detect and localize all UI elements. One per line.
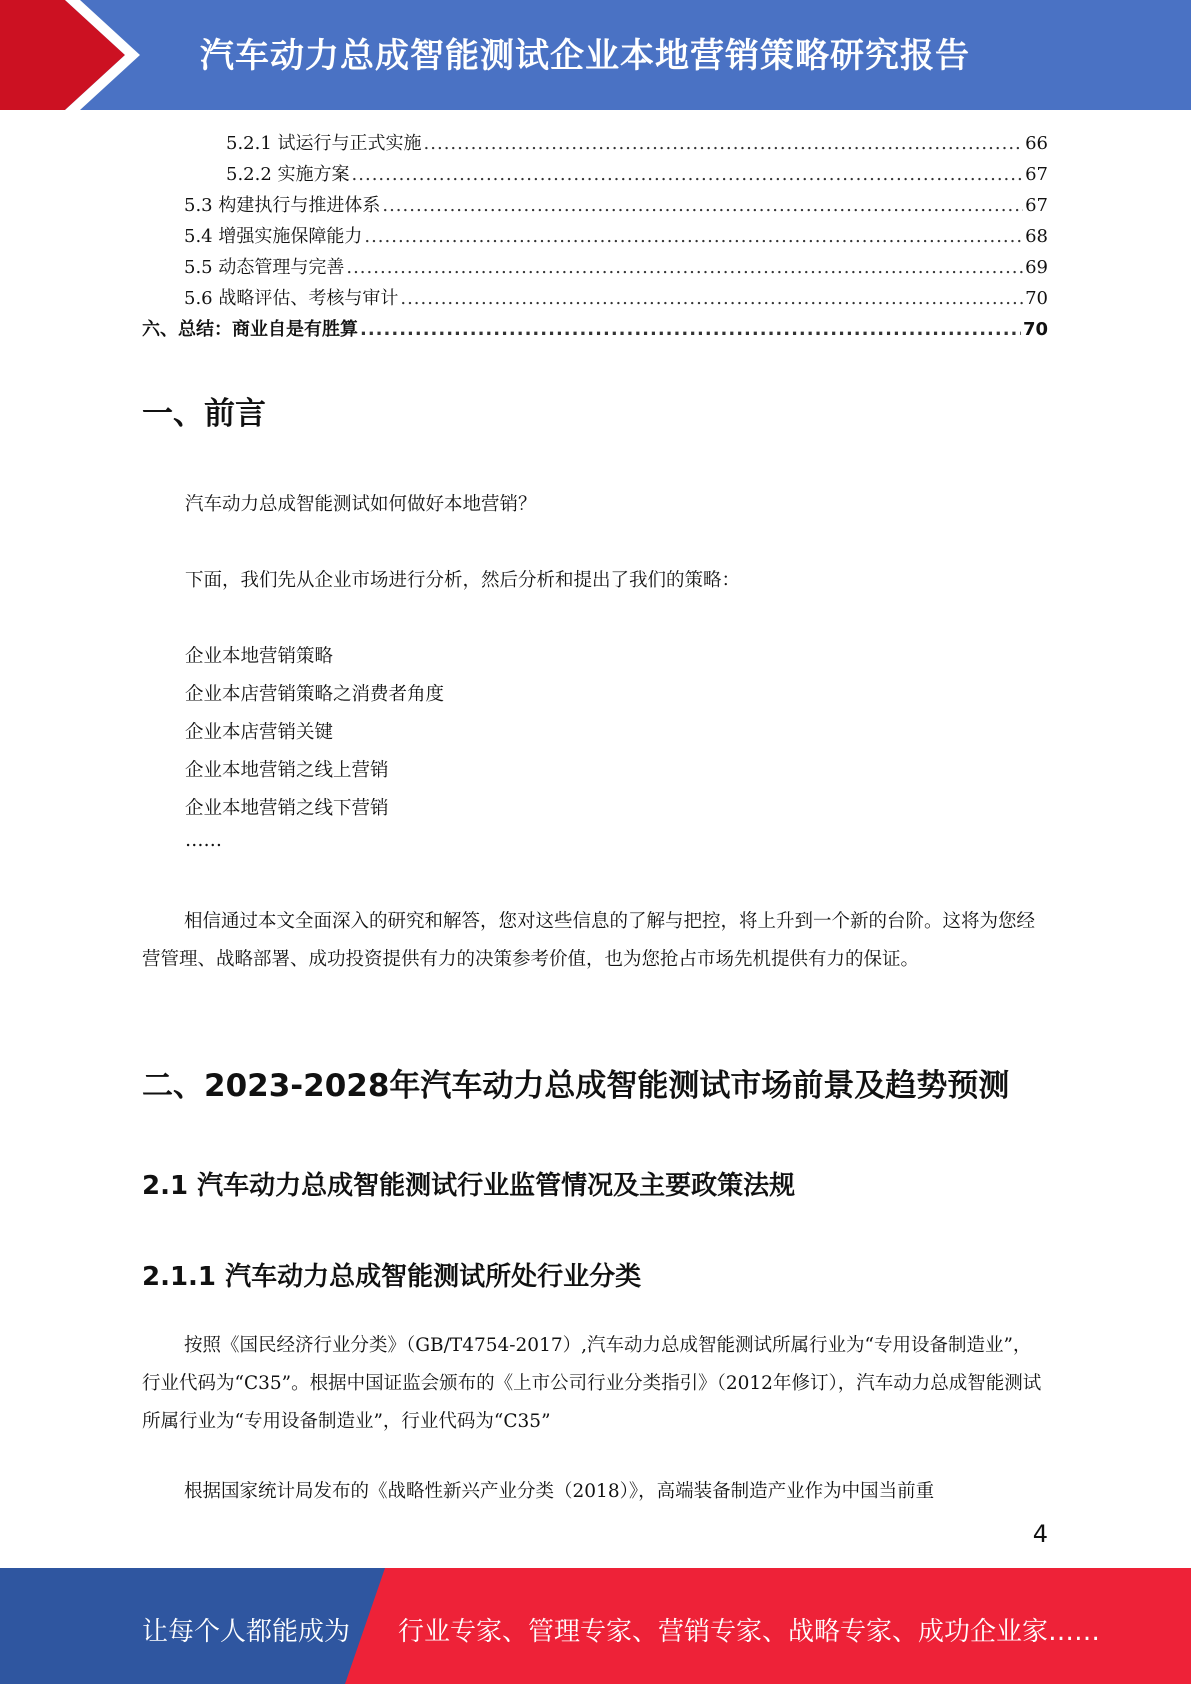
paragraph: 下面，我们先从企业市场进行分析，然后分析和提出了我们的策略： [185,570,741,591]
toc-entry-label: 5.6 战略评估、考核与审计 [184,288,399,309]
list-item: …… [185,830,222,851]
header-title: 汽车动力总成智能测试企业本地营销策略研究报告 [200,36,970,76]
toc-entry-label: 5.4 增强实施保障能力 [184,226,363,247]
toc-entry-label: 5.2.2 实施方案 [226,164,350,185]
toc-leader [382,190,1023,221]
list-item: 企业本店营销关键 [185,722,334,743]
paragraph: 按照《国民经济行业分类》（GB/T4754-2017）,汽车动力总成智能测试所属行业为“专用设备制造业”，行业代码为“C35”。根据中国证监会颁布的《上市公司行业分类指引》（2012年修订），汽车动力总成智能测试所属行业为“专用设备制造业”，行业代码为“C35” [142,1335,1042,1432]
toc-entry-label: 5.5 动态管理与完善 [184,257,345,278]
subsection-heading: 2.1.1 汽车动力总成智能测试所处行业分类 [142,1262,642,1292]
toc-leader [400,283,1023,314]
toc-entry[interactable] [142,283,1048,314]
toc-entry-page: 66 [1025,133,1048,154]
toc-entry-page: 70 [1025,288,1048,309]
toc-entry-page: 68 [1025,226,1048,247]
toc-entry-label: 5.2.1 试运行与正式实施 [226,133,422,154]
table-of-contents [142,128,1048,345]
toc-entry-page: 67 [1025,164,1048,185]
paragraph: 根据国家统计局发布的《战略性新兴产业分类（2018）》，高端装备制造产业作为中国当前重 [184,1481,935,1502]
toc-entry[interactable] [142,252,1048,283]
toc-leader [424,128,1024,159]
toc-entry-page: 70 [1022,319,1048,340]
toc-entry[interactable] [142,314,1048,345]
toc-entry-label: 六、总结：商业自是有胜算 [142,319,358,340]
toc-entry-page: 67 [1025,195,1048,216]
section-heading: 二、2023-2028年汽车动力总成智能测试市场前景及趋势预测 [142,1068,1010,1104]
paragraph: 汽车动力总成智能测试如何做好本地营销？ [185,494,537,515]
list-item: 企业本地营销之线下营销 [185,798,389,819]
paragraph: 相信通过本文全面深入的研究和解答，您对这些信息的了解与把控，将上升到一个新的台阶。这将为您经营管理、战略部署、成功投资提供有力的决策参考价值，也为您抢占市场先机提供有力的保证。 [142,911,1036,970]
list-item: 企业本地营销之线上营销 [185,760,389,781]
page-footer [0,1568,1191,1684]
toc-entry[interactable] [142,190,1048,221]
list-item: 企业本店营销策略之消费者角度 [185,684,445,705]
toc-leader [360,314,1021,345]
toc-leader [364,221,1023,252]
footer-slogan-right: 行业专家、管理专家、营销专家、战略专家、成功企业家…… [398,1617,1101,1647]
page-number: 4 [1032,1520,1048,1548]
toc-entry[interactable] [142,159,1048,190]
page-header [0,0,1191,110]
section-heading: 一、前言 [142,396,266,432]
toc-entry-label: 5.3 构建执行与推进体系 [184,195,381,216]
toc-entry[interactable] [142,128,1048,159]
subsection-heading: 2.1 汽车动力总成智能测试行业监管情况及主要政策法规 [142,1171,796,1201]
toc-entry[interactable] [142,221,1048,252]
toc-leader [352,159,1024,190]
list-item: 企业本地营销策略 [185,646,334,667]
footer-slogan-left: 让每个人都能成为 [142,1617,351,1647]
toc-leader [346,252,1023,283]
header-arrow-decoration [0,0,160,110]
toc-entry-page: 69 [1025,257,1048,278]
